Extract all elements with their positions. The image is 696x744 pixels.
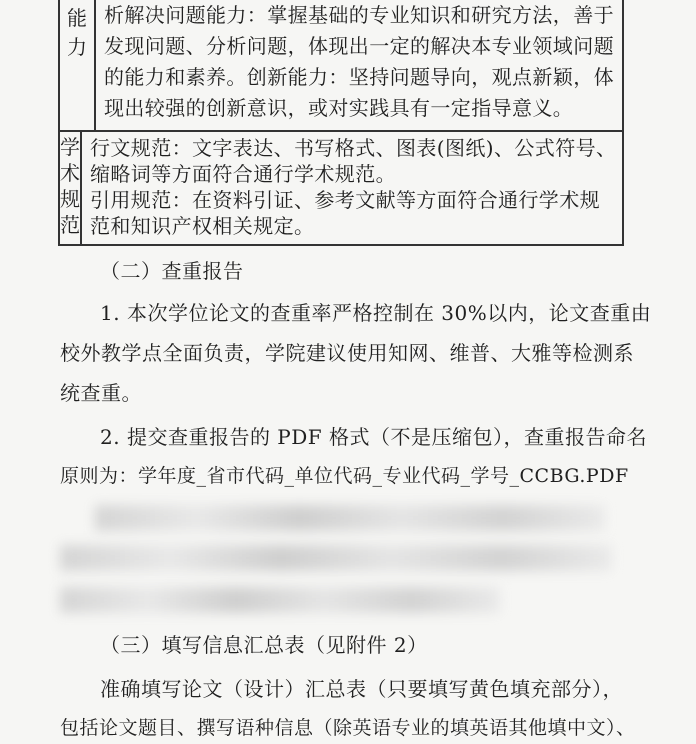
redacted-line: [60, 587, 500, 613]
ability-line: 析解决问题能力：掌握基础的专业知识和研究方法，善于: [104, 3, 614, 27]
ability-line: 发现问题、分析问题，体现出一定的解决本专业领域问题: [104, 34, 614, 58]
academic-line: 缩略词等方面符合通行学术规范。: [90, 162, 396, 186]
section2-heading: （二）查重报告: [100, 259, 244, 283]
academic-norms-row: [60, 130, 622, 244]
ability-line: 的能力和素养。创新能力：坚持问题导向，观点新颖，体: [104, 65, 614, 89]
ability-category-cell: [60, 0, 96, 130]
ability-category-char: 能: [67, 6, 87, 30]
criteria-table: [58, 0, 624, 246]
section3-line: 包括论文题目、撰写语种信息（除英语专业的填英语其他填中文）、: [60, 717, 636, 739]
section3-heading: （三）填写信息汇总表（见附件 2）: [100, 633, 428, 657]
section2-p1-line: 校外教学点全面负责，学院建议使用知网、维普、大雅等检测系: [60, 341, 634, 365]
section2-p1-line: 统查重。: [60, 381, 142, 405]
academic-category-char: 术: [60, 161, 80, 185]
academic-line: 范和知识产权相关规定。: [90, 214, 315, 238]
academic-line: 行文规范：文字表达、书写格式、图表(图纸)、公式符号、: [90, 136, 617, 160]
section2-p2-line: 原则为：学年度_省市代码_单位代码_专业代码_学号_CCBG.PDF: [60, 465, 629, 487]
section2-p2-line: 2. 提交查重报告的 PDF 格式（不是压缩包），查重报告命名: [100, 425, 648, 449]
ability-category-char: 力: [67, 35, 87, 59]
academic-category-cell: [60, 132, 82, 244]
academic-content-cell: [82, 132, 624, 244]
academic-category-char: 规: [60, 187, 80, 211]
ability-content-cell: [96, 0, 622, 130]
ability-row: [60, 0, 622, 130]
academic-category-char: 范: [60, 213, 80, 237]
redacted-line: [95, 505, 605, 531]
redacted-line: [60, 545, 612, 571]
academic-category-char: 学: [60, 135, 80, 159]
section2-p1-line: 1. 本次学位论文的查重率严格控制在 30%以内，论文查重由: [100, 301, 652, 325]
academic-line: 引用规范：在资料引证、参考文献等方面符合通行学术规: [90, 188, 600, 212]
section3-line: 准确填写论文（设计）汇总表（只要填写黄色填充部分），: [100, 677, 623, 701]
ability-line: 现出较强的创新意识，或对实践具有一定指导意义。: [104, 96, 574, 120]
